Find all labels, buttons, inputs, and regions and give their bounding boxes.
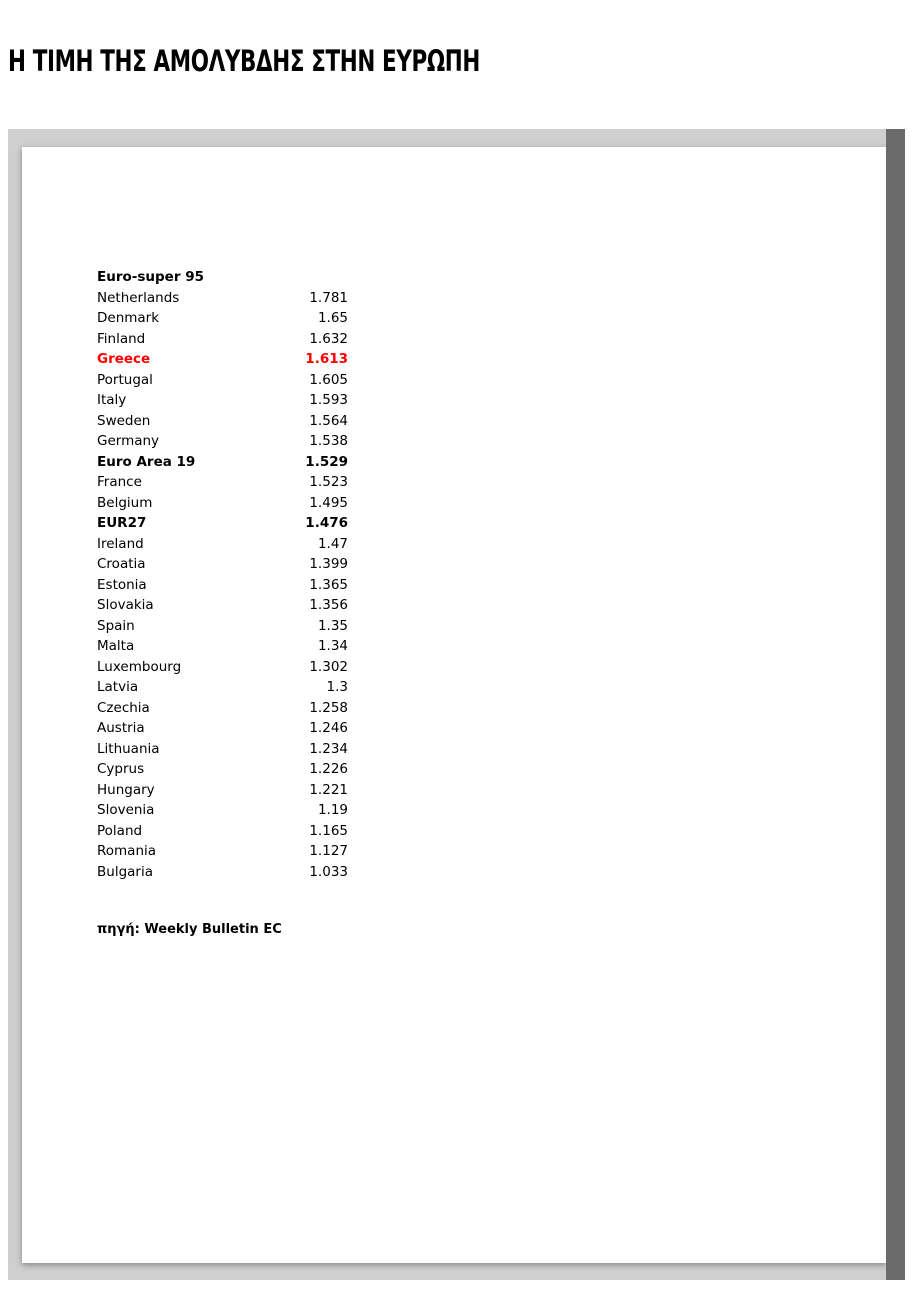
table-row (97, 841, 348, 862)
table-header-row (97, 267, 348, 288)
country-name: Bulgaria (97, 863, 153, 880)
price-value: 1.781 (309, 289, 348, 306)
table-row (97, 534, 348, 555)
country-name: Cyprus (97, 761, 145, 777)
price-value: 1.593 (309, 392, 348, 408)
price-value: 1.523 (309, 474, 348, 490)
price-value: 1.495 (309, 494, 348, 511)
table-row (97, 636, 348, 657)
table-row (97, 329, 348, 350)
table-row (97, 718, 348, 739)
table-row (97, 554, 348, 575)
source-note: πηγή: Weekly Bulletin EC (97, 922, 282, 937)
country-name: Belgium (97, 494, 153, 511)
document-page (22, 147, 886, 1263)
country-name: Ireland (97, 535, 144, 552)
document-viewer[interactable] (8, 129, 905, 1280)
table-row (97, 472, 348, 493)
price-value: 1.564 (309, 412, 348, 429)
country-name: Germany (97, 433, 160, 449)
price-value: 1.3 (326, 679, 348, 695)
table-row (97, 411, 348, 432)
table-row (97, 821, 348, 842)
table-row (97, 800, 348, 821)
table-row (97, 759, 348, 780)
country-name: Romania (97, 843, 157, 859)
table-row (97, 657, 348, 678)
country-name: Spain (97, 617, 135, 634)
price-value: 1.302 (309, 658, 348, 675)
country-name: Slovenia (97, 802, 155, 818)
fuel-price-table (97, 267, 348, 882)
price-value: 1.221 (309, 781, 348, 798)
table-row (97, 616, 348, 637)
table-row (97, 431, 348, 452)
country-name: Denmark (97, 310, 160, 326)
price-value: 1.476 (305, 515, 348, 531)
table-row (97, 862, 348, 883)
table-row (97, 452, 348, 473)
table-row (97, 739, 348, 760)
table-row (97, 349, 348, 370)
price-value: 1.165 (309, 822, 348, 839)
country-name: France (97, 474, 142, 490)
table-row (97, 595, 348, 616)
country-name: Latvia (97, 679, 139, 695)
price-value: 1.356 (309, 597, 348, 613)
price-value: 1.632 (309, 330, 348, 347)
country-name: EUR27 (97, 515, 147, 531)
table-row (97, 493, 348, 514)
table-header: Euro-super 95 (97, 269, 204, 285)
country-name: Sweden (97, 412, 151, 429)
table-row (97, 513, 348, 534)
price-value: 1.365 (309, 576, 348, 593)
country-name: Greece (97, 351, 151, 367)
price-value: 1.65 (317, 310, 348, 326)
country-name: Slovakia (97, 597, 154, 613)
country-name: Austria (97, 720, 145, 736)
viewer-viewport (8, 129, 886, 1280)
price-value: 1.033 (309, 863, 348, 880)
country-name: Portugal (97, 371, 153, 388)
country-name: Croatia (97, 556, 146, 572)
country-name: Finland (97, 330, 146, 347)
price-value: 1.605 (309, 371, 348, 388)
country-name: Malta (97, 638, 135, 654)
country-name: Czechia (97, 699, 150, 716)
table-row (97, 575, 348, 596)
table-row (97, 780, 348, 801)
country-name: Lithuania (97, 740, 160, 757)
country-name: Euro Area 19 (97, 453, 196, 470)
price-value: 1.529 (305, 453, 348, 470)
price-value: 1.246 (309, 720, 348, 736)
price-value: 1.613 (305, 351, 348, 367)
country-name: Italy (97, 392, 127, 408)
price-value: 1.127 (309, 843, 348, 859)
country-name: Netherlands (97, 289, 180, 306)
price-value: 1.399 (309, 556, 348, 572)
country-name: Estonia (97, 576, 147, 593)
table-row (97, 698, 348, 719)
price-value: 1.226 (309, 761, 348, 777)
table-row (97, 288, 348, 309)
price-value: 1.34 (317, 638, 348, 654)
table-row (97, 390, 348, 411)
table-row (97, 308, 348, 329)
price-value: 1.538 (309, 433, 348, 449)
price-value: 1.47 (317, 535, 348, 552)
country-name: Hungary (97, 781, 155, 798)
price-value: 1.19 (317, 802, 348, 818)
price-value: 1.258 (309, 699, 348, 716)
price-value: 1.35 (317, 617, 348, 634)
article-title: Η ΤΙΜΗ ΤΗΣ ΑΜΟΛΥΒΔΗΣ ΣΤΗΝ ΕΥΡΩΠΗ (8, 44, 480, 78)
scrollbar[interactable] (886, 129, 905, 1280)
price-value: 1.234 (309, 740, 348, 757)
country-name: Poland (97, 822, 143, 839)
table-row (97, 677, 348, 698)
country-name: Luxembourg (97, 658, 182, 675)
table-row (97, 370, 348, 391)
